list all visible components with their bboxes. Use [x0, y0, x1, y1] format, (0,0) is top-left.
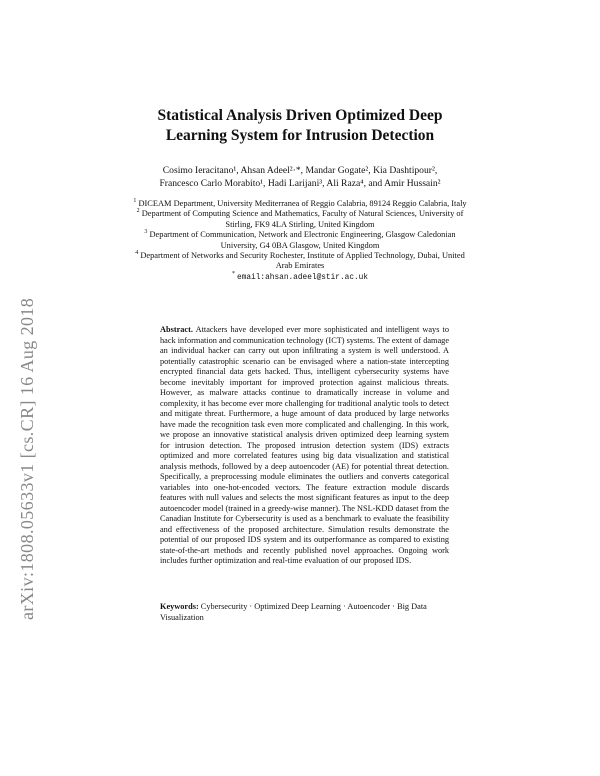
affiliation-2 — [130, 209, 470, 230]
abstract-text: Attackers have developed ever more sophisticated and intelligent ways to hack information and communication technology (ICT) systems. The extent of damage an individual hacker can carry out upon infiltrating a system is well understood. A potentially catastrophic scenario can be envisaged where a nation-state intercepting encrypted financial data gets hacked. Thus, intelligent cybersecurity systems have become inevitably important for improved protection against malicious threats. However, as malware attacks continue to dramatically increase in volume and complexity, it has become ever more challenging for traditional analytic tools to detect and mitigate threat. Furthermore, a huge amount of data produced by large networks have made the recognition task even more complicated and challenging. In this work, we propose an innovative statistical analysis driven optimized deep learning system for intrusion detection. The proposed intrusion detection system (IDS) extracts optimized and more correlated features using big data visualization and statistical analysis methods, followed by a deep autoencoder (AE) for potential threat detection. Specifically, a preprocessing module eliminates the outliers and converts categorical variables into one-hot-encoded vectors. The feature extraction module discards features with null values and selects the most significant features as input to the deep autoencoder model (trained in a greedy-wise manner). The NSL-KDD dataset from the Canadian Institute for Cybersecurity is used as a benchmark to evaluate the feasibility and effectiveness of the proposed architecture. Simulation results demonstrate the potential of our proposed IDS system and its outperformance as compared to existing state-of-the-art methods and recently published novel approaches. Ongoing work includes further optimization and real-time evaluation of our proposed IDS. — [160, 325, 450, 565]
keywords — [160, 602, 449, 623]
title-line-1: Statistical Analysis Driven Optimized Deep — [157, 107, 443, 124]
author-list — [0, 164, 600, 190]
email-marker: * — [231, 271, 235, 278]
affiliation-marker: 4 — [135, 250, 139, 257]
abstract — [160, 325, 449, 567]
affiliation-3 — [130, 230, 470, 251]
abstract-label: Abstract. — [160, 325, 193, 334]
keywords-text: Cybersecurity · Optimized Deep Learning · Autoencoder · Big Data Visualization — [160, 602, 427, 622]
keywords-label: Keywords: — [160, 602, 199, 611]
arxiv-identifier: arXiv:1808.05633v1 [cs.CR] 16 Aug 2018 — [17, 297, 37, 620]
affiliation-4 — [130, 251, 470, 272]
affiliation-marker: 3 — [144, 229, 148, 236]
email-address[interactable]: email:ahsan.adeel@stir.ac.uk — [237, 273, 369, 282]
paper-title — [0, 106, 600, 146]
title-line-2: Learning System for Intrusion Detection — [165, 127, 435, 144]
affiliation-text: Department of Communication, Network and Electronic Engineering, Glasgow Caledonian University, G4 0BA Glasgow, United Kingdom — [149, 230, 456, 250]
affiliation-marker: 2 — [136, 208, 140, 215]
affiliations — [130, 199, 470, 283]
affiliation-text: DICEAM Department, University Mediterranea of Reggio Calabria, 89124 Reggio Calabria, Italy — [138, 199, 467, 208]
affiliation-marker: 1 — [133, 198, 137, 205]
authors-line-2: Francesco Carlo Morabito¹, Hadi Larijani³, Ali Raza⁴, and Amir Hussain² — [159, 178, 441, 189]
affiliation-1 — [130, 199, 470, 209]
corresponding-email — [130, 272, 470, 283]
affiliation-text: Department of Networks and Security Rochester, Institute of Applied Technology, Dubai, United Arab Emirates — [140, 251, 465, 271]
authors-line-1: Cosimo Ieracitano¹, Ahsan Adeel²·*, Mandar Gogate², Kia Dashtipour², — [162, 165, 438, 176]
affiliation-text: Department of Computing Science and Mathematics, Faculty of Natural Sciences, University of Stirling, FK9 4LA Stirling, United Kingdom — [141, 209, 464, 229]
